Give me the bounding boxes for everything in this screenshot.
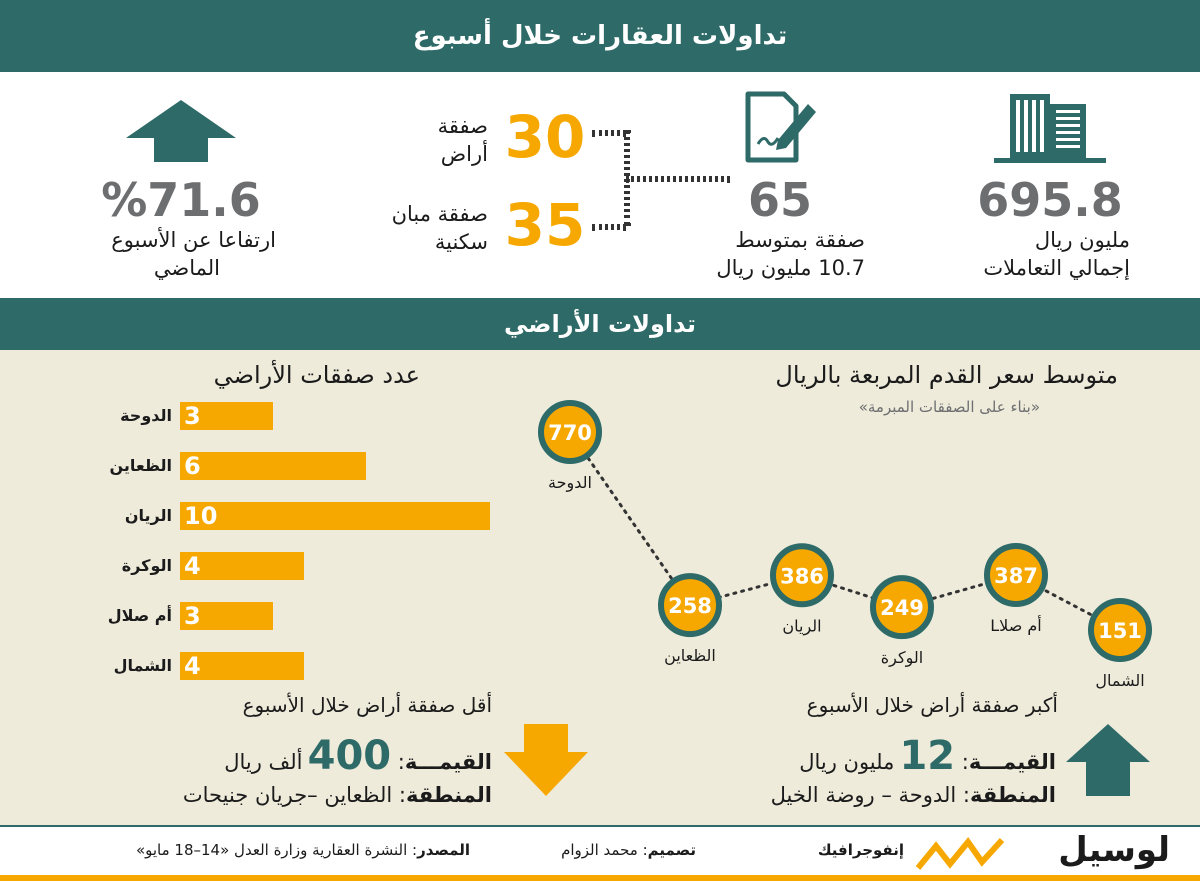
price-point	[541, 403, 599, 493]
count-category-label: الظعاين	[109, 456, 172, 475]
price-value-label: 770	[548, 421, 592, 445]
largest-value-num: 12	[899, 733, 956, 779]
arrow-down-icon	[502, 722, 590, 798]
count-bar	[180, 452, 366, 480]
price-point	[873, 578, 931, 668]
count-value-label: 6	[184, 452, 201, 480]
connector-bottom	[592, 224, 626, 230]
total-unit: مليون ريال	[1034, 228, 1130, 252]
housing-count: 35	[504, 191, 586, 259]
land-band	[0, 298, 1200, 350]
design-name: محمد الزوام	[561, 841, 638, 859]
price-value-label: 249	[880, 596, 924, 621]
logo-zigzag-icon	[916, 834, 1012, 870]
count-value-label: 10	[184, 502, 218, 530]
arrow-up-icon	[124, 98, 238, 164]
price-point	[987, 546, 1045, 635]
total-label: إجمالي التعاملات	[983, 256, 1130, 280]
price-value-label: 387	[994, 564, 1038, 589]
connector-vertical	[624, 130, 630, 226]
smallest-deal-region-row: المنطقة: الظعاين –جريان جنيحات	[182, 783, 492, 807]
change-line2: الماضي	[153, 256, 220, 280]
smallest-region-label: المنطقة	[405, 783, 492, 807]
footer-design: تصميم: محمد الزوام	[561, 841, 696, 859]
price-value-label: 386	[780, 564, 824, 589]
count-chart	[0, 400, 520, 690]
price-chart	[520, 400, 1200, 700]
housing-line1: صفقة مبان	[391, 202, 488, 226]
price-category-label: أم صلاL	[990, 616, 1042, 636]
footer-infographic: إنفوجرافيك	[817, 841, 904, 859]
smallest-value-label: القيمـــة	[404, 750, 492, 774]
price-category-label: الوكرة	[880, 648, 924, 668]
largest-deal-value-row: القيمـــة: 12 مليون ريال	[799, 733, 1056, 779]
header-band	[0, 0, 1200, 72]
source-text: النشرة العقارية وزارة العدل «14–18 مايو»	[135, 841, 408, 859]
land-band-title: تداولات الأراضي	[504, 310, 696, 338]
smallest-deal-value-row: القيمـــة: 400 ألف ريال	[224, 733, 492, 779]
connector-horizontal	[626, 176, 730, 182]
count-category-label: الوكرة	[121, 556, 172, 575]
footer-source: المصدر: النشرة العقارية وزارة العدل «14–18 مايو»	[135, 841, 470, 859]
land-count: 30	[504, 103, 586, 171]
smallest-deal-title: أقل صفقة أراض خلال الأسبوع	[242, 693, 492, 717]
smallest-region-value: الظعاين –جريان جنيحات	[182, 783, 393, 807]
price-category-label: الريان	[782, 616, 822, 636]
count-category-label: الشمال	[113, 656, 172, 675]
logo: لوسيل	[1058, 830, 1170, 870]
count-value-label: 4	[184, 552, 201, 580]
price-category-label: الدوحة	[548, 473, 592, 492]
price-chart-title: متوسط سعر القدم المربعة بالريال	[775, 361, 1118, 389]
price-chart-subtitle: «بناء على الصفقات المبرمة»	[858, 398, 1040, 416]
count-value-label: 3	[184, 402, 201, 430]
price-point	[661, 576, 719, 666]
largest-region-value: الدوحة – روضة الخيل	[770, 783, 957, 807]
price-value-label: 258	[668, 594, 712, 619]
price-category-label: الشمال	[1095, 671, 1145, 690]
price-category-label: الظعاين	[664, 646, 716, 666]
largest-deal-title: أكبر صفقة أراض خلال الأسبوع	[806, 693, 1058, 717]
deals-line2: 10.7 مليون ريال	[716, 256, 865, 280]
smallest-value-num: 400	[307, 733, 392, 779]
footer-bottom-rule	[0, 875, 1200, 881]
change-value: %71.6	[101, 173, 261, 227]
footer-top-rule	[0, 825, 1200, 827]
source-label: المصدر	[417, 841, 470, 859]
count-category-label: أم صلال	[107, 606, 172, 625]
count-category-label: الريان	[124, 506, 172, 525]
arrow-up-small-icon	[1064, 722, 1152, 798]
housing-line2: سكنية	[434, 230, 488, 254]
contract-icon	[742, 90, 822, 164]
connector-top	[592, 130, 626, 136]
price-value-label: 151	[1098, 619, 1142, 643]
buildings-icon	[992, 86, 1108, 164]
count-value-label: 4	[184, 652, 201, 680]
land-line2: أراض	[440, 142, 488, 166]
price-point	[1091, 601, 1149, 690]
count-bar	[180, 502, 490, 530]
count-category-label: الدوحة	[120, 406, 172, 425]
page-title: تداولات العقارات خلال أسبوع	[412, 21, 788, 51]
largest-value-unit: مليون ريال	[799, 750, 895, 774]
price-line	[570, 432, 1120, 630]
total-value: 695.8	[977, 173, 1123, 227]
smallest-value-unit: ألف ريال	[224, 750, 303, 774]
deals-line1: صفقة بمتوسط	[735, 228, 865, 252]
count-chart-title: عدد صفقات الأراضي	[213, 361, 420, 389]
change-line1: ارتفاعا عن الأسبوع	[111, 228, 276, 252]
land-line1: صفقة	[437, 114, 488, 138]
deals-count: 65	[747, 173, 812, 227]
count-value-label: 3	[184, 602, 201, 630]
design-label: تصميم	[647, 841, 696, 859]
price-point	[773, 546, 831, 636]
largest-deal-region-row: المنطقة: الدوحة – روضة الخيل	[770, 783, 1056, 807]
largest-region-label: المنطقة	[969, 783, 1056, 807]
largest-value-label: القيمـــة	[968, 750, 1056, 774]
